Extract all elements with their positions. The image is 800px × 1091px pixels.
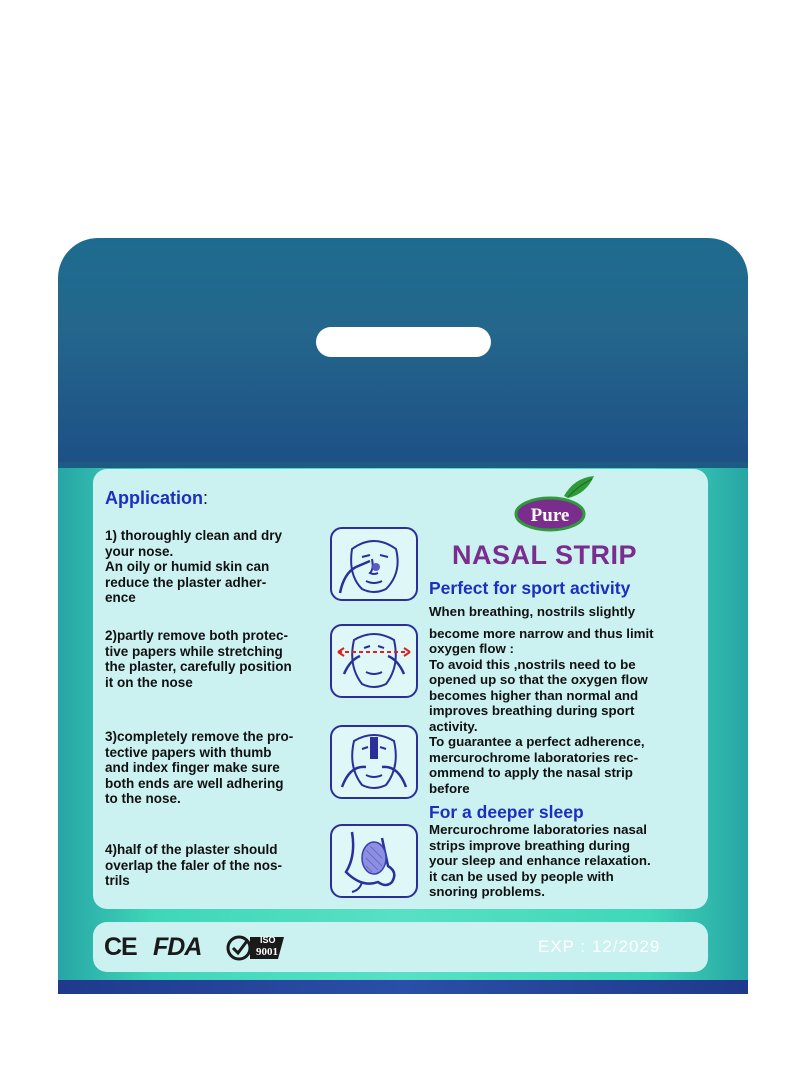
pure-logo — [512, 476, 598, 537]
iso-number: 9001 — [256, 946, 278, 958]
fda-mark: FDA — [153, 933, 202, 961]
sport-paragraph: When breathing, nostrils slightly become more narrow and thus limit oxygen flow : To avoid this ,nostrils need to be opened up so that the oxygen flow becomes higher than normal and improves breathing during sport activity. To guarantee a perfect adherence, mercurochrome laboratories rec- ommend to apply the nasal strip before — [429, 604, 654, 796]
face-pressing-strip-icon — [330, 725, 418, 799]
logo-text: Pure — [530, 505, 570, 526]
step-1-text: 1) thoroughly clean and dry your nose. An oily or humid skin can reduce the plaster adher- ence — [105, 528, 283, 605]
step-4-text: 4)half of the plaster should overlap the faler of the nos- trils — [105, 842, 283, 888]
nose-profile-strip-icon — [330, 824, 418, 898]
ce-mark: CE — [104, 933, 137, 961]
iso-mark — [226, 931, 288, 970]
application-heading: Application: — [105, 488, 209, 508]
sleep-heading: For a deeper sleep — [429, 802, 584, 822]
step-3-text: 3)completely remove the pro- tective papers with thumb and index finger make sure both ends are well adhering to the nose. — [105, 729, 294, 806]
bottom-edge — [58, 980, 748, 994]
sleep-paragraph: Mercurochrome laboratories nasal strips improve breathing during your sleep and enhance relaxation. it can be used by people with snoring problems. — [429, 822, 651, 899]
hanger-hole — [316, 327, 491, 357]
iso-label: ISO — [260, 935, 276, 945]
face-cleaning-nose-icon — [330, 527, 418, 601]
face-stretching-strip-icon — [330, 624, 418, 698]
expiry-date: EXP : 12/2029 — [538, 937, 661, 956]
step-2-text: 2)partly remove both protec- tive papers while stretching the plaster, carefully position it on the nose — [105, 628, 292, 690]
product-title: NASAL STRIP — [452, 540, 638, 570]
sport-heading: Perfect for sport activity — [429, 578, 631, 598]
fold-line — [58, 462, 748, 468]
